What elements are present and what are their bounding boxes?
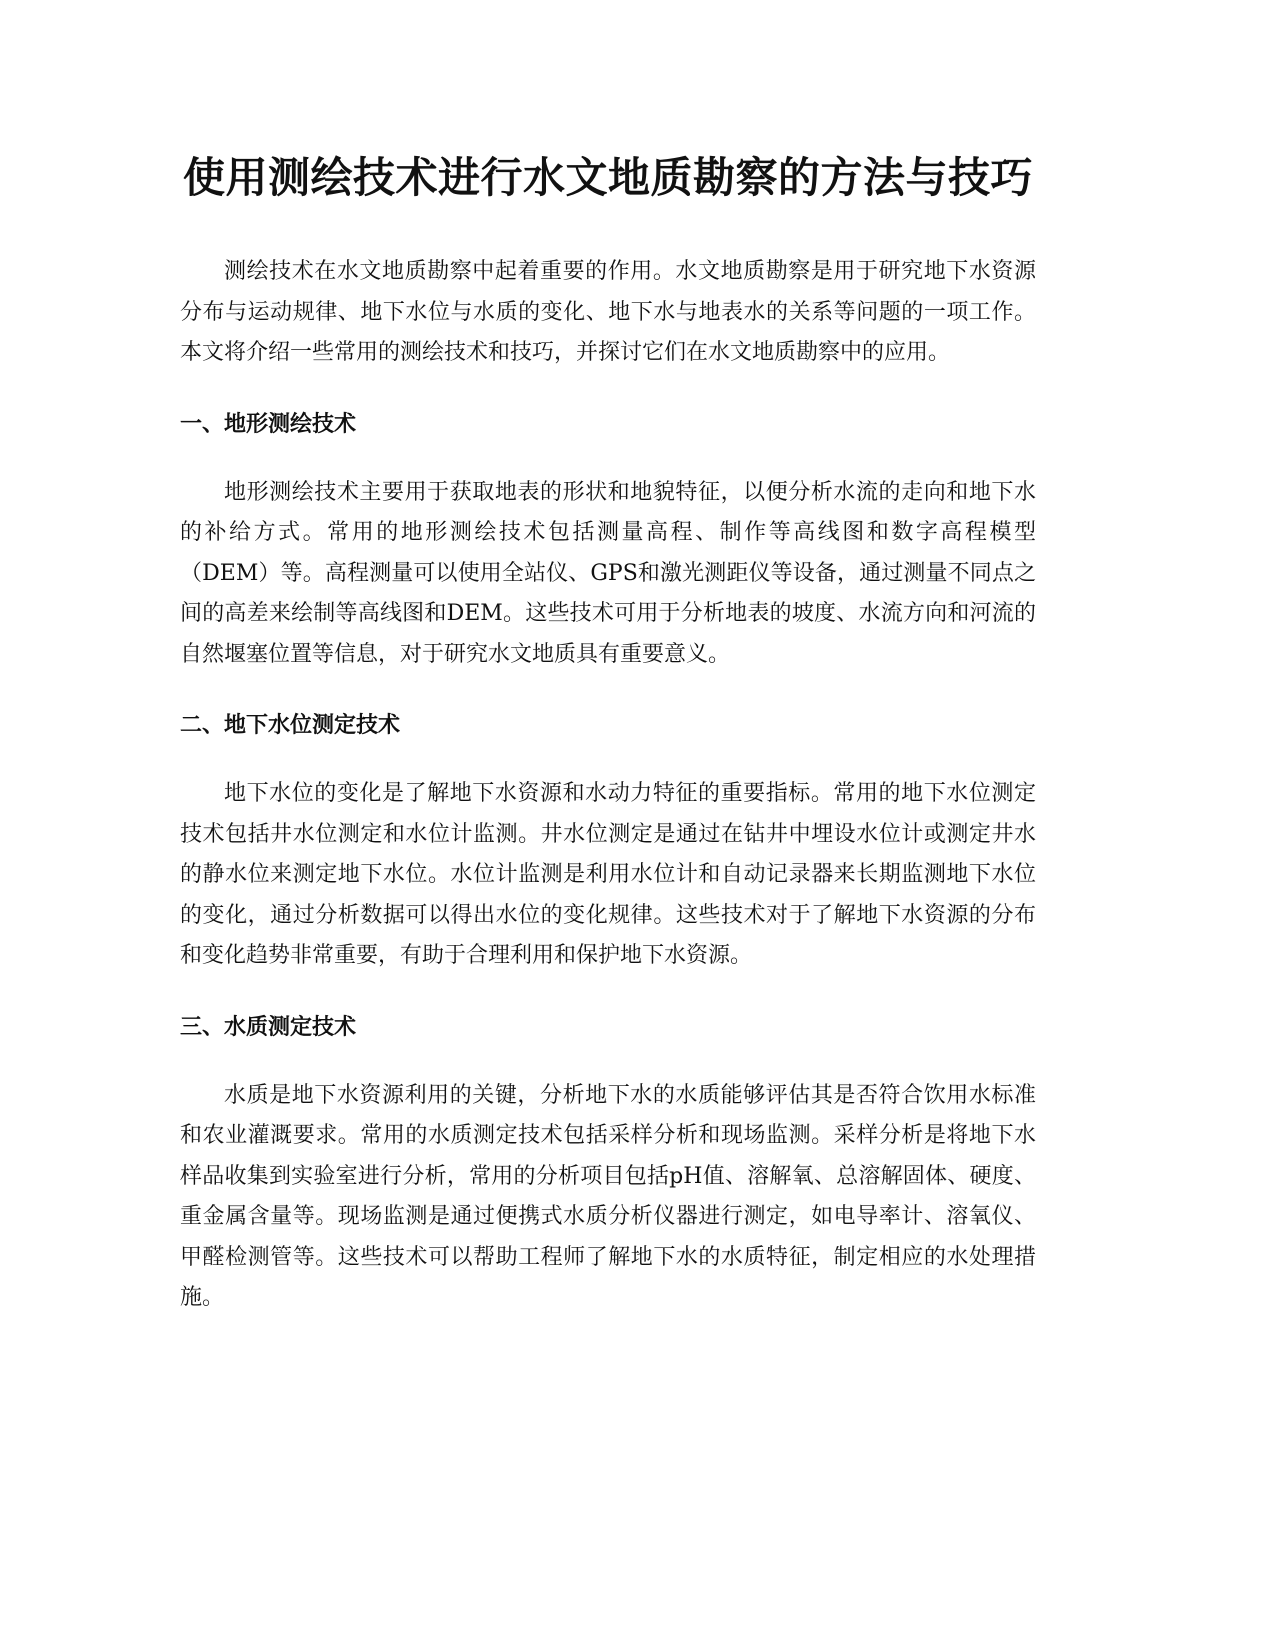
section-heading-terrain: 一、地形测绘技术 bbox=[180, 411, 357, 437]
section-heading-groundwater-level: 二、地下水位测定技术 bbox=[180, 713, 401, 738]
document-page bbox=[180, 140, 1036, 1319]
document-title: 使用测绘技术进行水文地质勘察的方法与技巧 bbox=[182, 153, 1033, 202]
section-body-water-quality: 水质是地下水资源利用的关键，分析地下水的水质能够评估其是否符合饮用水标准和农业灌溉要求。常用的水质测定技术包括采样分析和现场监测。采样分析是将地下水样品收集到实验室进行分析，常用的分析项目包括pH值、溶解氧、总溶解固体、硬度、重金属含量等。现场监测是通过便携式水质分析仪器进行测定，如电导率计、溶氧仪、甲醛检测管等。这些技术可以帮助工程师了解地下水的水质特征，制定相应的水处理措施。 bbox=[180, 1082, 1036, 1310]
intro-paragraph: 测绘技术在水文地质勘察中起着重要的作用。水文地质勘察是用于研究地下水资源分布与运动规律、地下水位与水质的变化、地下水与地表水的关系等问题的一项工作。本文将介绍一些常用的测绘技术和技巧，并探讨它们在水文地质勘察中的应用。 bbox=[180, 259, 1036, 365]
section-heading-water-quality: 三、水质测定技术 bbox=[180, 1014, 357, 1040]
section-body-terrain: 地形测绘技术主要用于获取地表的形状和地貌特征，以便分析水流的走向和地下水的补给方式。常用的地形测绘技术包括测量高程、制作等高线图和数字高程模型（DEM）等。高程测量可以使用全站仪、GPS和激光测距仪等设备，通过测量不同点之间的高差来绘制等高线图和DEM。这些技术可用于分析地表的坡度、水流方向和河流的自然堰塞位置等信息，对于研究水文地质具有重要意义。 bbox=[180, 479, 1036, 667]
section-body-groundwater-level: 地下水位的变化是了解地下水资源和水动力特征的重要指标。常用的地下水位测定技术包括井水位测定和水位计监测。井水位测定是通过在钻井中埋设水位计或测定井水的静水位来测定地下水位。水位计监测是利用水位计和自动记录器来长期监测地下水位的变化，通过分析数据可以得出水位的变化规律。这些技术对于了解地下水资源的分布和变化趋势非常重要，有助于合理利用和保护地下水资源。 bbox=[180, 781, 1036, 968]
